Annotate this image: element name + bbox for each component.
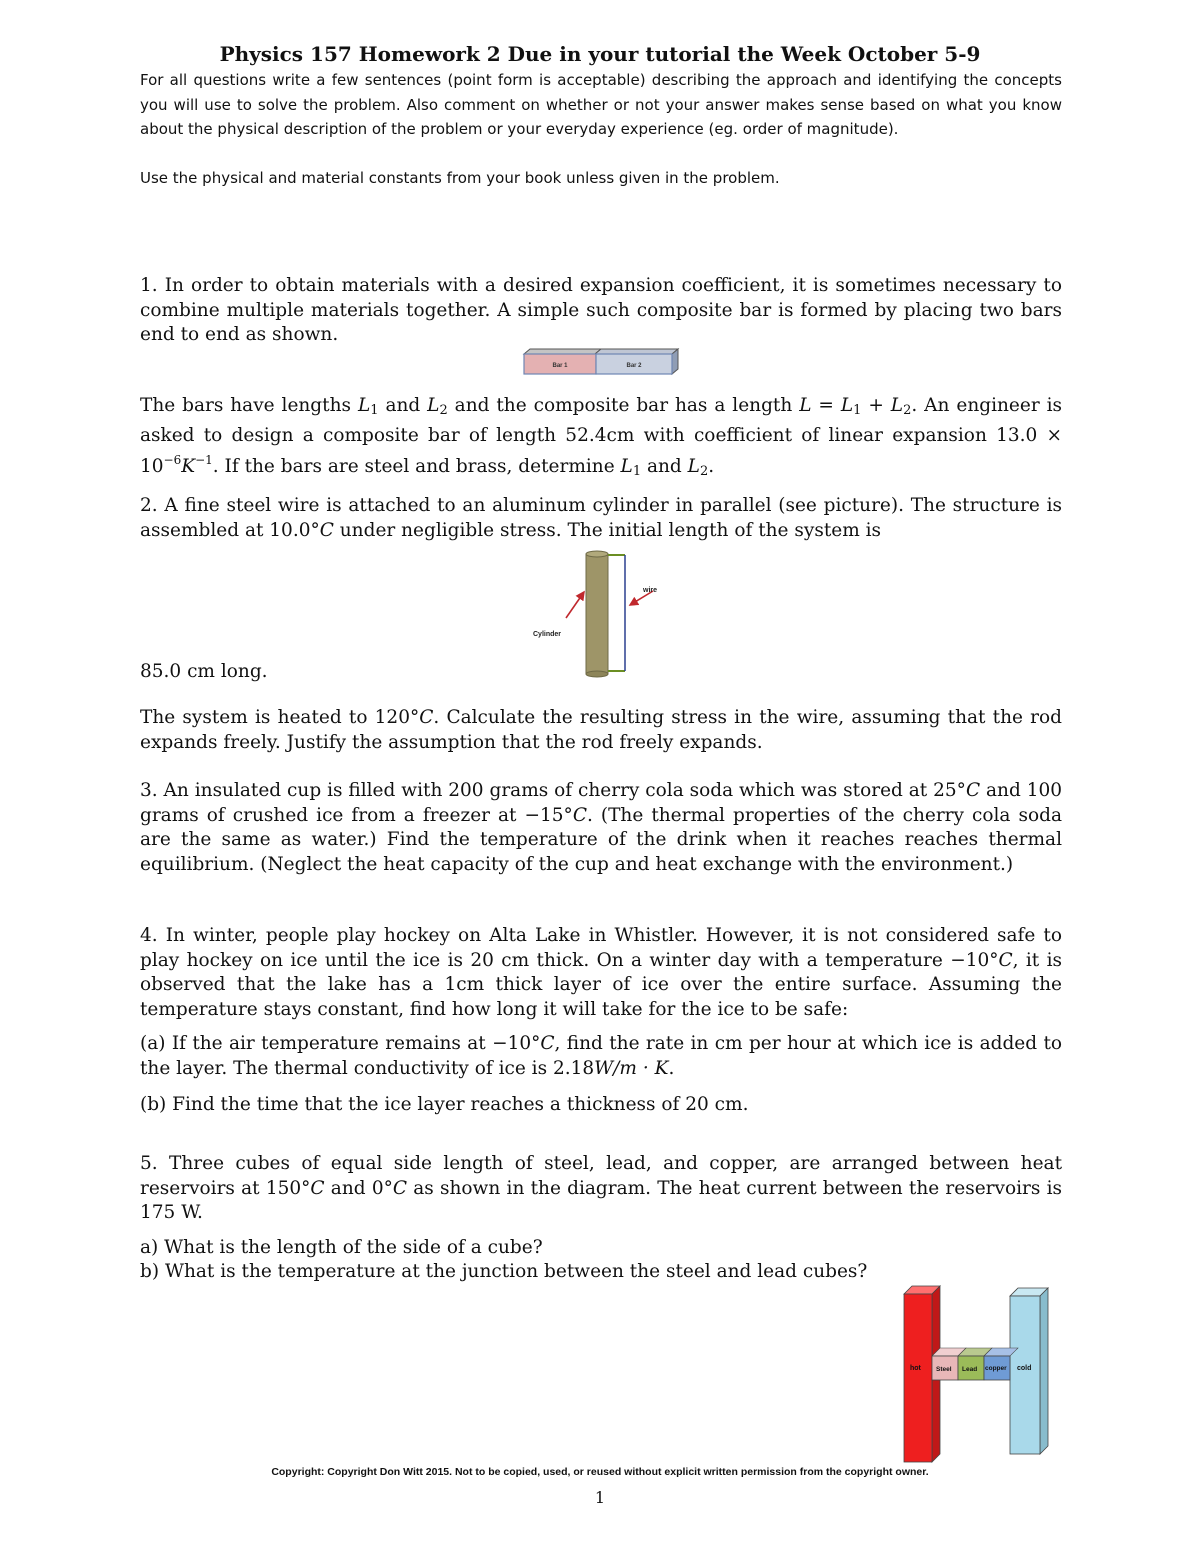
- question-1-paragraph-2: [140, 394, 1062, 485]
- question-5-text: [140, 1152, 1062, 1226]
- question-4a: [140, 1032, 1062, 1081]
- var-C: C: [310, 1177, 325, 1199]
- question-3-text: [140, 779, 1062, 877]
- var-L: L: [357, 395, 371, 416]
- q2-text: The system is heated to 120°: [140, 707, 420, 728]
- q4a-text: , find the rate in cm per hour at which ice is added to the layer. The thermal conductivity of ice is 2.18: [140, 1033, 1063, 1079]
- q2-text: under negligible stress. The initial length of the system is: [333, 519, 882, 541]
- q1-text: .: [708, 456, 715, 477]
- sub-1: 1: [370, 403, 379, 418]
- question-2-paragraph-2: [140, 706, 1062, 755]
- sub-2: 2: [439, 403, 448, 418]
- q1-text: . If the bars are steel and brass, determine: [212, 456, 621, 477]
- page-title: Physics 157 Homework 2 Due in your tutorial the Week October 5-9: [219, 42, 981, 66]
- q4-text: 4. In winter, people play hockey on Alta Lake in Whistler. However, it is not considered safe to play hockey on ice until the ice is 20 cm thick. On a winter day with a temperature −10°: [140, 925, 1062, 971]
- q2-text: . Calculate the resulting stress in the wire, assuming that the rod expands freely. Justify the assumption that the rod freely expands.: [140, 707, 1062, 753]
- hot-reservoir: [904, 1294, 932, 1462]
- q1-text: and the composite bar has a length: [447, 395, 800, 416]
- q1-text: . An engineer is asked to design a composite bar of length 52.4cm with coefficient of linear expansion 13.0 × 10: [140, 395, 1062, 477]
- question-2-length: 85.0 cm long.: [140, 661, 268, 682]
- exponent: −1: [195, 453, 213, 467]
- question-4b: (b) Find the time that the ice layer reaches a thickness of 20 cm.: [140, 1094, 749, 1115]
- instructions: [140, 68, 1062, 190]
- wire-cylinder-diagram: [528, 550, 668, 678]
- question-1-text: 1. In order to obtain materials with a desired expansion coefficient, it is sometimes necessary to combine multiple materials together. A simple such composite bar is formed by placing two bars end to end as shown.: [140, 275, 1062, 345]
- sub-1: 1: [632, 464, 642, 479]
- sub-2: 2: [699, 464, 709, 479]
- q4a-text: .: [668, 1057, 675, 1079]
- units: W/m · K: [594, 1057, 669, 1079]
- q2-text: 2. A fine steel wire is attached to an aluminum cylinder in parallel (see picture). The structure is assembled at 10.0°: [140, 495, 1062, 541]
- var-L: L: [427, 395, 440, 416]
- copper-label: copper: [985, 1365, 1007, 1372]
- var-L: L: [799, 395, 812, 416]
- steel-label: Steel: [936, 1366, 952, 1373]
- page-number: 1: [594, 1488, 606, 1507]
- composite-bar-diagram: [520, 348, 682, 378]
- question-5b: b) What is the temperature at the junction between the steel and lead cubes?: [140, 1261, 868, 1282]
- exponent: −6: [163, 453, 182, 467]
- q5-text: as shown in the diagram. The heat current between the reservoirs is 175 W.: [140, 1177, 1062, 1223]
- var-L: L: [687, 456, 700, 477]
- question-2-text: [140, 494, 1062, 543]
- var-K: K: [181, 456, 196, 477]
- q3-text: and 100 grams of crushed ice from a freezer at −15°: [140, 780, 1063, 826]
- cold-label: cold: [1017, 1365, 1032, 1372]
- instructions-text: For all questions write a few sentences (point form is acceptable) describing the approach and identifying the concepts you will use to solve the problem. Also comment on whether or not your answer makes sense based on what you know about the physical description of the problem or your everyday experience (eg. order of magnitude).: [140, 71, 1062, 138]
- bar-2-label: Bar 2: [626, 363, 642, 369]
- question-5a: a) What is the length of the side of a cube?: [140, 1237, 543, 1258]
- var-C: C: [540, 1033, 555, 1054]
- var-C: C: [392, 1177, 408, 1199]
- var-L: L: [840, 395, 854, 416]
- q3-text: . (The thermal properties of the cherry cola soda are the same as water.) Find the temperature of the drink when it reaches reaches thermal equilibrium. (Neglect the heat capacity of the cup and heat exchange with the environment.): [140, 804, 1062, 875]
- q4a-text: (a) If the air temperature remains at −10°: [140, 1033, 541, 1054]
- q3-text: 3. An insulated cup is filled with 200 grams of cherry cola soda which was stored at 25°: [140, 780, 966, 801]
- var-C: C: [572, 804, 587, 826]
- q5-text: and 0°: [324, 1177, 393, 1199]
- var-C: C: [965, 780, 981, 801]
- q4-text: , it is observed that the lake has a 1cm thick layer of ice over the entire surface. Assuming the temperature stays constant, find how long it will take for the ice to be safe:: [140, 949, 1062, 1020]
- var-C: C: [419, 707, 434, 728]
- var-C: C: [319, 519, 334, 541]
- heat-reservoir-diagram: [898, 1284, 1058, 1466]
- question-4-text: [140, 924, 1062, 1022]
- aluminum-cylinder: [586, 554, 608, 674]
- q1-text: and: [378, 395, 428, 416]
- equals: =: [811, 395, 841, 416]
- cold-reservoir: [1010, 1296, 1040, 1454]
- cylinder-label: Cylinder: [533, 631, 562, 638]
- hot-label: hot: [910, 1365, 921, 1372]
- sub-1: 1: [853, 403, 862, 418]
- q1-text: and: [641, 456, 688, 477]
- copyright-footer: Copyright: Copyright Don Witt 2015. Not to be copied, used, or reused without explicit written permission from the copyright owner.: [271, 1466, 929, 1478]
- sub-2: 2: [903, 403, 912, 418]
- lead-label: Lead: [962, 1366, 978, 1373]
- plus: +: [861, 395, 891, 416]
- q1-text: The bars have lengths: [140, 395, 358, 416]
- var-L: L: [890, 395, 904, 416]
- var-L: L: [620, 456, 633, 477]
- q5-text: 5. Three cubes of equal side length of steel, lead, and copper, are arranged between heat reservoirs at 150°: [140, 1153, 1062, 1199]
- wire-label: wire: [643, 587, 658, 594]
- var-C: C: [998, 949, 1013, 971]
- bar-1-label: Bar 1: [552, 363, 568, 369]
- constants-note: Use the physical and material constants from your book unless given in the problem.: [140, 168, 780, 187]
